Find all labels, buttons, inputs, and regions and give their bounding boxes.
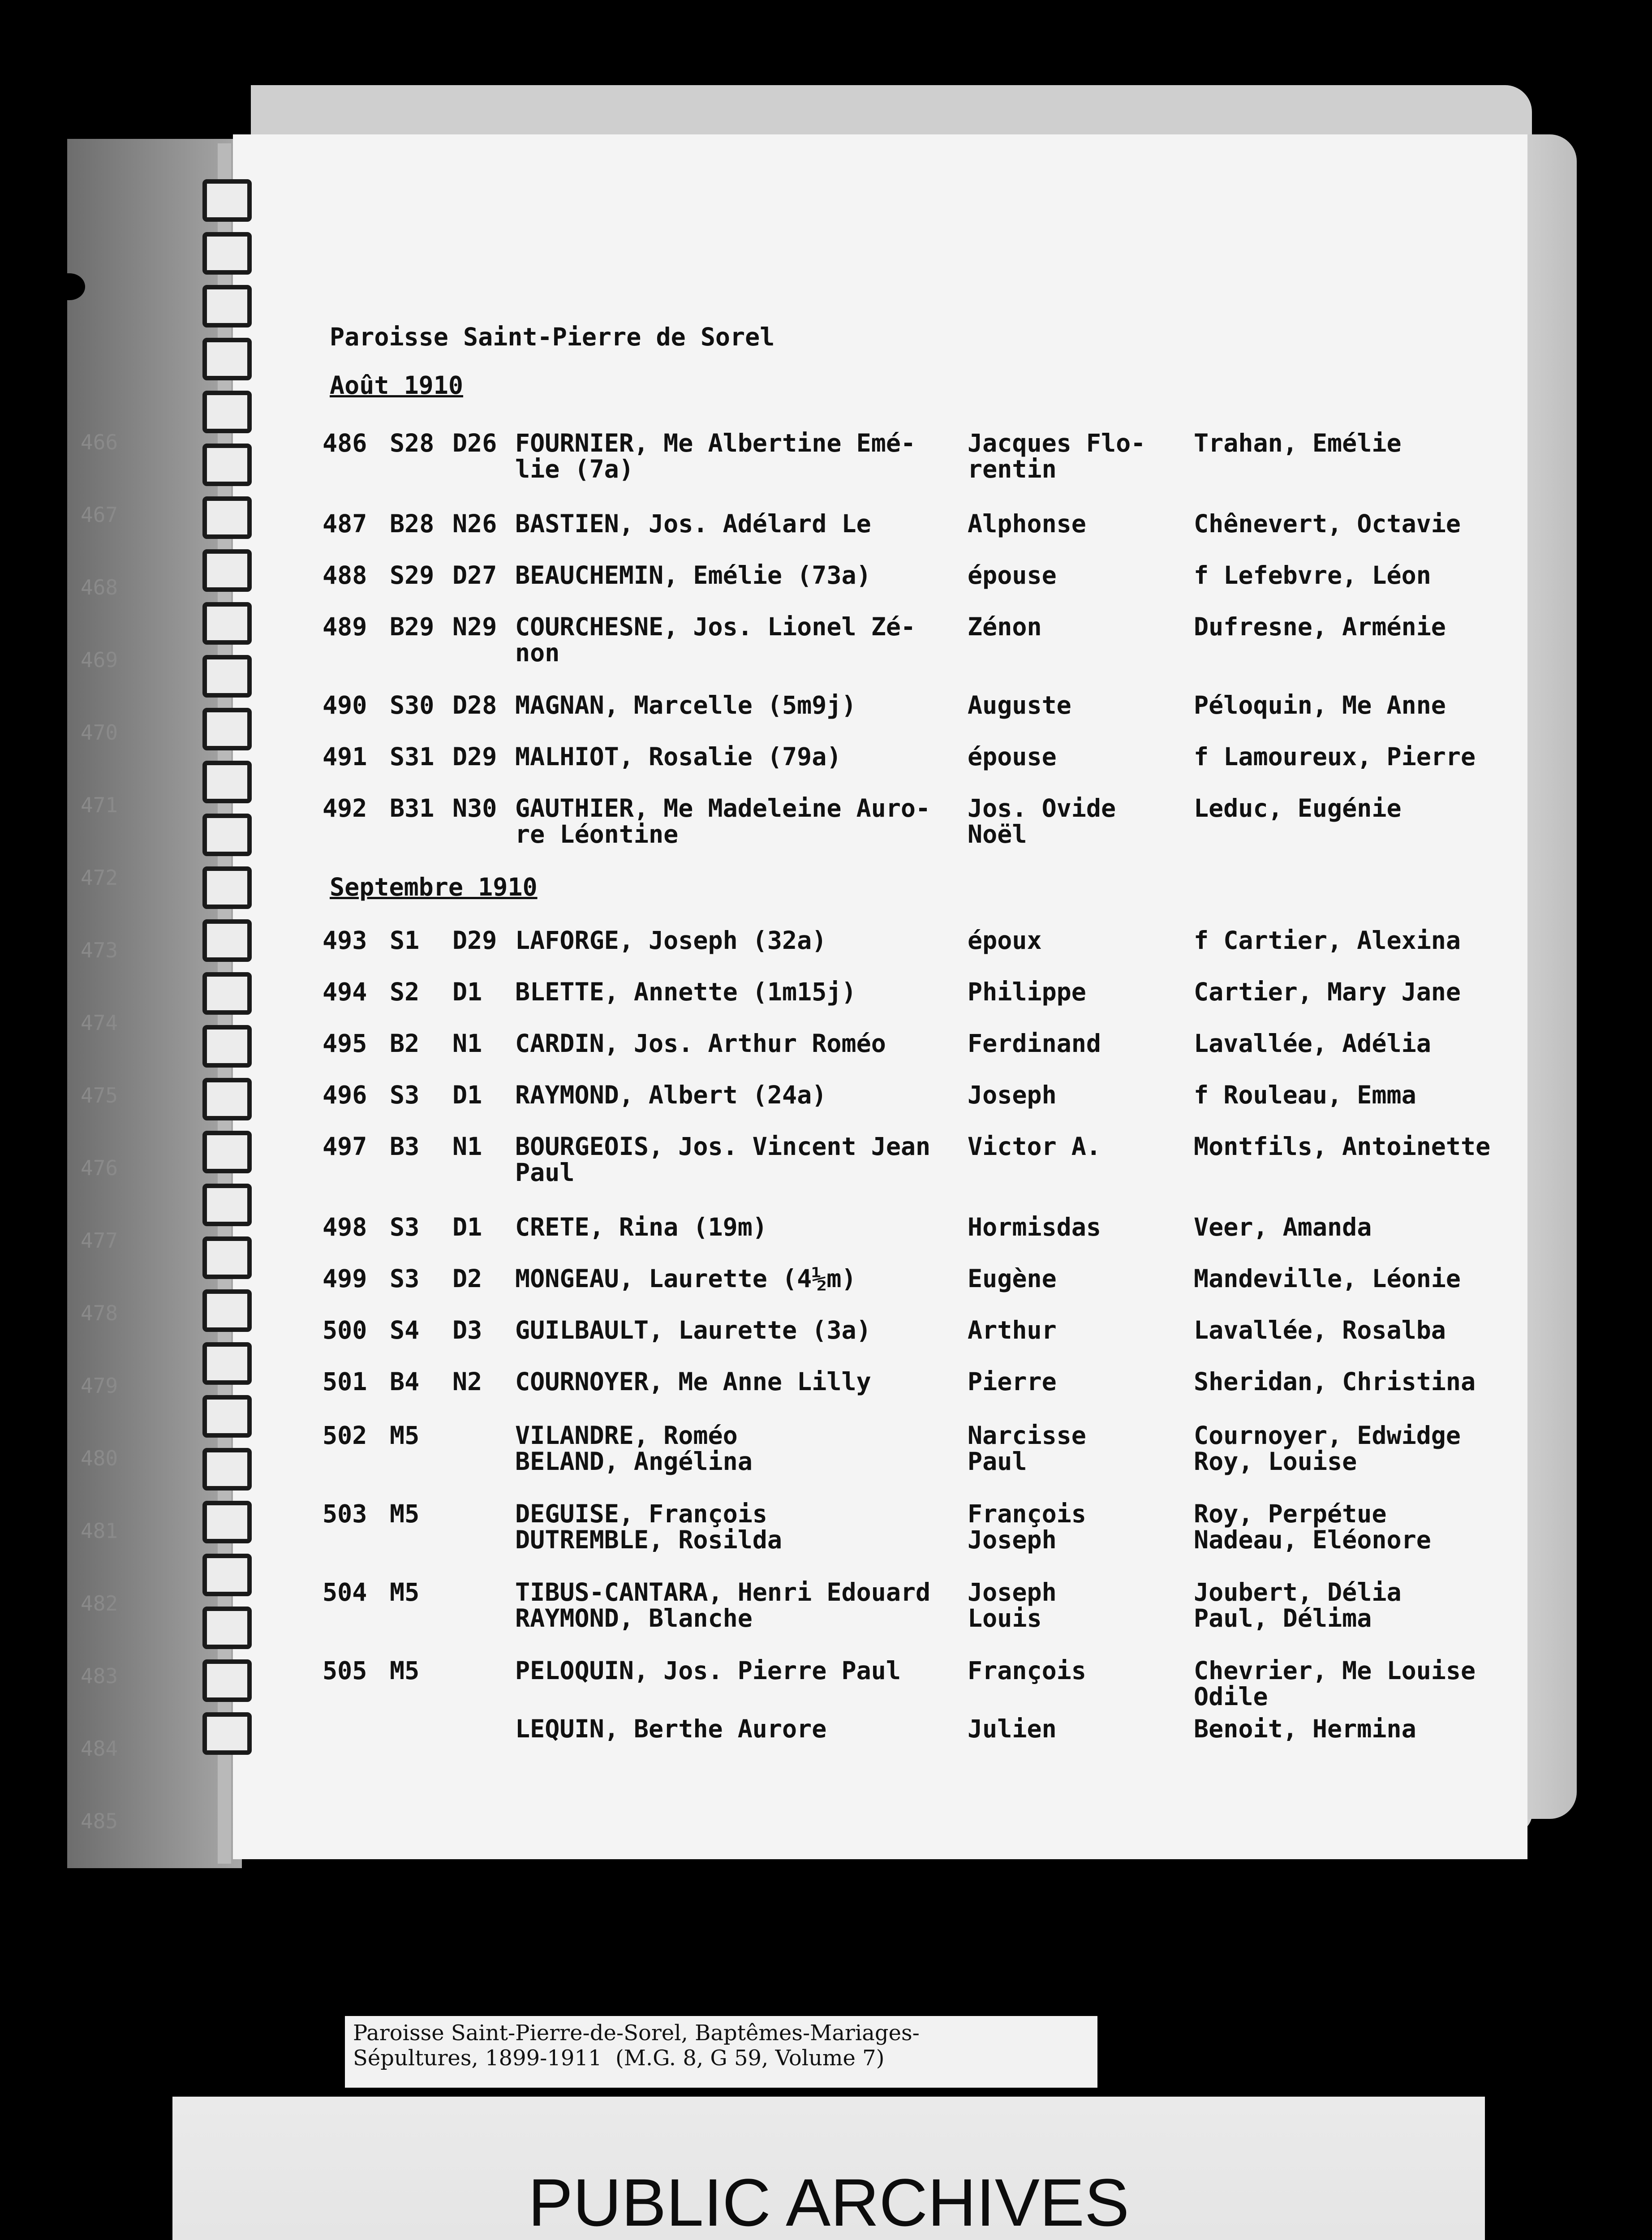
father-name: François — [968, 1656, 1086, 1685]
father-name: Julien — [968, 1714, 1057, 1743]
mother-name: Trahan, Emélie — [1194, 429, 1402, 457]
mother-name: Lavallée, Adélia — [1194, 1029, 1431, 1058]
binding-ring — [202, 919, 252, 962]
secondary-code: D2 — [452, 1264, 482, 1293]
binding-ring — [202, 285, 252, 327]
tab-marker — [54, 273, 85, 300]
binding-ring — [202, 1236, 252, 1279]
mother-name: Chênevert, Octavie — [1194, 509, 1461, 538]
secondary-code: D3 — [452, 1316, 482, 1344]
person-name: TIBUS-CANTARA, Henri Edouard RAYMOND, Blanche — [515, 1578, 931, 1633]
entry-number: 502 — [323, 1421, 367, 1450]
binding-ring — [202, 1607, 252, 1649]
record-code: B31 — [390, 794, 435, 823]
entry-number: 487 — [323, 509, 367, 538]
mother-name: Benoit, Hermina — [1194, 1714, 1416, 1743]
secondary-code: D1 — [452, 1081, 482, 1109]
entry-number: 493 — [323, 926, 367, 955]
mother-name: f Lamoureux, Pierre — [1194, 742, 1476, 771]
previous-page-number: 485 — [81, 1809, 118, 1833]
secondary-code: D1 — [452, 978, 482, 1006]
secondary-code: D29 — [452, 742, 497, 771]
entry-number: 497 — [323, 1132, 367, 1161]
person-name: DEGUISE, François DUTREMBLE, Rosilda — [515, 1499, 783, 1554]
entry-number: 488 — [323, 561, 367, 590]
mother-name: f Lefebvre, Léon — [1194, 561, 1431, 590]
binding-ring — [202, 602, 252, 645]
father-name: Jacques Flo- rentin — [968, 429, 1146, 483]
secondary-code: D28 — [452, 691, 497, 719]
father-name: François Joseph — [968, 1499, 1086, 1554]
record-code: B2 — [390, 1029, 420, 1058]
previous-page-number: 481 — [81, 1519, 118, 1543]
entry-number: 505 — [323, 1656, 367, 1685]
entry-number: 490 — [323, 691, 367, 719]
binding-ring — [202, 496, 252, 539]
caption-line-2: Sépultures, 1899-1911 (M.G. 8, G 59, Volume 7) — [353, 2046, 885, 2071]
binding-ring — [202, 708, 252, 750]
father-name: Ferdinand — [968, 1029, 1101, 1058]
father-name: Pierre — [968, 1367, 1057, 1396]
previous-page-number: 475 — [81, 1083, 118, 1107]
father-name: Victor A. — [968, 1132, 1101, 1161]
binding-ring — [202, 391, 252, 433]
secondary-code: D27 — [452, 561, 497, 590]
binding-ring — [202, 814, 252, 856]
record-code: M5 — [390, 1421, 420, 1450]
previous-page-number: 467 — [81, 503, 118, 527]
binding-ring — [202, 338, 252, 380]
secondary-code: N26 — [452, 509, 497, 538]
binding-ring — [202, 1712, 252, 1755]
binding-ring — [202, 866, 252, 909]
father-name: Hormisdas — [968, 1213, 1101, 1241]
person-name: BASTIEN, Jos. Adélard Le — [515, 509, 871, 538]
father-name: Alphonse — [968, 509, 1086, 538]
entry-number: 498 — [323, 1213, 367, 1241]
previous-page-number: 473 — [81, 938, 118, 962]
previous-page-number: 466 — [81, 430, 118, 454]
entry-number: 500 — [323, 1316, 367, 1344]
mother-name: Lavallée, Rosalba — [1194, 1316, 1446, 1344]
binding-ring — [202, 549, 252, 592]
entry-number: 499 — [323, 1264, 367, 1293]
mother-name: Dufresne, Arménie — [1194, 612, 1446, 641]
father-name: Narcisse Paul — [968, 1421, 1086, 1476]
binding-ring — [202, 232, 252, 275]
secondary-code: D26 — [452, 429, 497, 457]
record-code: M5 — [390, 1656, 420, 1685]
record-code: B28 — [390, 509, 435, 538]
father-name: Jos. Ovide Noël — [968, 794, 1116, 849]
mother-name: f Cartier, Alexina — [1194, 926, 1461, 955]
record-code: B29 — [390, 612, 435, 641]
previous-page-number: 484 — [81, 1736, 118, 1761]
person-name: COURNOYER, Me Anne Lilly — [515, 1367, 871, 1396]
binding-ring — [202, 1395, 252, 1438]
father-name: épouse — [968, 561, 1057, 590]
mother-name: Cartier, Mary Jane — [1194, 978, 1461, 1006]
person-name: COURCHESNE, Jos. Lionel Zé- non — [515, 612, 916, 667]
person-name: PELOQUIN, Jos. Pierre Paul — [515, 1656, 901, 1685]
mother-name: f Rouleau, Emma — [1194, 1081, 1416, 1109]
secondary-code: N1 — [452, 1132, 482, 1161]
mother-name: Veer, Amanda — [1194, 1213, 1372, 1241]
previous-page-number: 469 — [81, 648, 118, 672]
previous-page-number: 472 — [81, 866, 118, 890]
mother-name: Chevrier, Me Louise Odile — [1194, 1656, 1476, 1711]
person-name: FOURNIER, Me Albertine Emé- lie (7a) — [515, 429, 916, 483]
person-name: BEAUCHEMIN, Emélie (73a) — [515, 561, 871, 590]
binding-ring — [202, 1184, 252, 1226]
person-name: GAUTHIER, Me Madeleine Auro- re Léontine — [515, 794, 931, 849]
record-code: S3 — [390, 1213, 420, 1241]
person-name: BOURGEOIS, Jos. Vincent Jean Paul — [515, 1132, 931, 1187]
record-code: S4 — [390, 1316, 420, 1344]
binding-ring — [202, 1342, 252, 1385]
person-name: RAYMOND, Albert (24a) — [515, 1081, 827, 1109]
father-name: époux — [968, 926, 1042, 955]
binding-ring — [202, 1659, 252, 1702]
person-name: GUILBAULT, Laurette (3a) — [515, 1316, 871, 1344]
person-name: VILANDRE, Roméo BELAND, Angélina — [515, 1421, 753, 1476]
record-code: S2 — [390, 978, 420, 1006]
person-name: MONGEAU, Laurette (4½m) — [515, 1264, 856, 1293]
father-name: épouse — [968, 742, 1057, 771]
mother-name: Joubert, Délia Paul, Délima — [1194, 1578, 1402, 1633]
entry-number: 503 — [323, 1499, 367, 1528]
binding-ring — [202, 1554, 252, 1596]
previous-page-number: 480 — [81, 1446, 118, 1470]
previous-page-number: 479 — [81, 1374, 118, 1398]
mother-name: Montfils, Antoinette — [1194, 1132, 1491, 1161]
page-title: Paroisse Saint-Pierre de Sorel — [330, 323, 775, 351]
binding-ring — [202, 1289, 252, 1332]
father-name: Joseph — [968, 1081, 1057, 1109]
entry-number: 495 — [323, 1029, 367, 1058]
father-name: Joseph Louis — [968, 1578, 1057, 1633]
father-name: Eugène — [968, 1264, 1057, 1293]
previous-page-number: 468 — [81, 575, 118, 599]
stamp-line-1: PUBLIC ARCHIVES — [528, 2165, 1130, 2240]
person-name: CARDIN, Jos. Arthur Roméo — [515, 1029, 886, 1058]
secondary-code: N30 — [452, 794, 497, 823]
heading-august: Août 1910 — [330, 371, 464, 400]
heading-september: Septembre 1910 — [330, 873, 538, 901]
binding-ring — [202, 761, 252, 803]
previous-page-number: 470 — [81, 720, 118, 745]
entry-number: 501 — [323, 1367, 367, 1396]
previous-page-number: 477 — [81, 1228, 118, 1253]
person-name: LAFORGE, Joseph (32a) — [515, 926, 827, 955]
person-name: BLETTE, Annette (1m15j) — [515, 978, 856, 1006]
previous-page-number: 483 — [81, 1664, 118, 1688]
binding-ring — [202, 655, 252, 698]
binding-ring — [202, 179, 252, 222]
entry-number: 496 — [323, 1081, 367, 1109]
record-code: M5 — [390, 1499, 420, 1528]
binding-ring — [202, 1501, 252, 1543]
father-name: Philippe — [968, 978, 1086, 1006]
mother-name: Mandeville, Léonie — [1194, 1264, 1461, 1293]
person-name: MAGNAN, Marcelle (5m9j) — [515, 691, 856, 719]
record-code: B4 — [390, 1367, 420, 1396]
person-name: CRETE, Rina (19m) — [515, 1213, 767, 1241]
mother-name: Sheridan, Christina — [1194, 1367, 1476, 1396]
secondary-code: N2 — [452, 1367, 482, 1396]
father-name: Auguste — [968, 691, 1071, 719]
record-code: S1 — [390, 926, 420, 955]
previous-page-number: 482 — [81, 1591, 118, 1615]
father-name: Arthur — [968, 1316, 1057, 1344]
secondary-code: N29 — [452, 612, 497, 641]
binding-ring — [202, 972, 252, 1015]
binding-ring — [202, 1448, 252, 1490]
caption-line-1: Paroisse Saint-Pierre-de-Sorel, Baptêmes-Mariages- — [353, 2020, 920, 2046]
mother-name: Péloquin, Me Anne — [1194, 691, 1446, 719]
father-name: Zénon — [968, 612, 1042, 641]
entry-number: 491 — [323, 742, 367, 771]
record-code: S3 — [390, 1264, 420, 1293]
person-name: MALHIOT, Rosalie (79a) — [515, 742, 842, 771]
secondary-code: D1 — [452, 1213, 482, 1241]
record-code: S3 — [390, 1081, 420, 1109]
entry-number: 494 — [323, 978, 367, 1006]
entry-number: 492 — [323, 794, 367, 823]
record-code: S30 — [390, 691, 435, 719]
entry-number: 504 — [323, 1578, 367, 1607]
previous-page-number: 474 — [81, 1011, 118, 1035]
mother-name: Cournoyer, Edwidge Roy, Louise — [1194, 1421, 1461, 1476]
record-code: S29 — [390, 561, 435, 590]
mother-name: Leduc, Eugénie — [1194, 794, 1402, 823]
secondary-code: N1 — [452, 1029, 482, 1058]
archives-stamp — [172, 2097, 1485, 2240]
binding-ring — [202, 1078, 252, 1120]
previous-page-number: 476 — [81, 1156, 118, 1180]
previous-page-number: 478 — [81, 1301, 118, 1325]
microfilm-caption — [345, 2016, 1097, 2088]
mother-name: Roy, Perpétue Nadeau, Eléonore — [1194, 1499, 1431, 1554]
entry-number: 486 — [323, 429, 367, 457]
binding-ring — [202, 1025, 252, 1068]
record-code: S31 — [390, 742, 435, 771]
binding-ring — [202, 444, 252, 486]
record-code: S28 — [390, 429, 435, 457]
record-code: M5 — [390, 1578, 420, 1607]
person-name: LEQUIN, Berthe Aurore — [515, 1714, 827, 1743]
binding-ring — [202, 1131, 252, 1173]
previous-page-number: 471 — [81, 793, 118, 817]
record-code: B3 — [390, 1132, 420, 1161]
entry-number: 489 — [323, 612, 367, 641]
secondary-code: D29 — [452, 926, 497, 955]
